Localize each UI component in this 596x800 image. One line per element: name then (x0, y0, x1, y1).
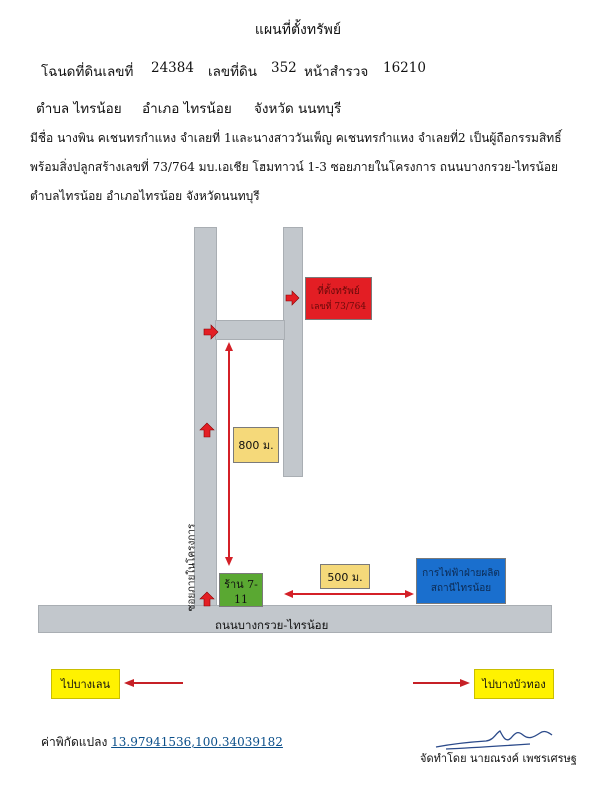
arrow-left-icon (124, 679, 183, 687)
route-arrow-right-1 (204, 325, 218, 339)
coordinate-readout (41, 733, 283, 752)
coordinate-link[interactable]: 13.97941536,100.34039182 (111, 735, 283, 749)
distance-vertical-label: 800 ม. (233, 427, 279, 463)
map-title: แผนที่ตั้งทรัพย์ (254, 22, 342, 38)
route-arrow-up-2 (200, 423, 214, 437)
distance-horizontal-arrow (284, 590, 414, 598)
tambon: ตำบล ไทรน้อย (36, 101, 122, 117)
coordinate-label: ค่าพิกัดแปลง (41, 735, 108, 749)
survey-label: หน้าสำรวจ (304, 64, 369, 80)
deed-number: 24384 (151, 60, 194, 76)
main-road-label: ถนนบางกรวย-ไทรน้อย (215, 618, 329, 632)
description-line-1: มีชื่อ นางพิน คเชนทรกำแหง จำเลยที่ 1และนางสาววันเพ็ญ คเชนทรกำแหง จำเลยที่2 เป็นผู้ถือกรรมสิทธิ์ (30, 131, 562, 145)
amphoe: อำเภอ ไทรน้อย (142, 101, 232, 117)
description-line-3: ตำบลไทรน้อย อำเภอไทรน้อย จังหวัดนนทบุรี (30, 189, 260, 203)
deed-label: โฉนดที่ดินเลขที่ (41, 64, 134, 80)
power-station-label: การไฟฟ้าฝ่ายผลิต (422, 568, 500, 579)
property-number: เลขที่ 73/764 (310, 302, 367, 312)
province: จังหวัด นนทบุรี (254, 101, 342, 117)
description-line-2: พร้อมสิ่งปลูกสร้างเลขที่ 73/764 มบ.เอเชีย โฮมทาวน์ 1-3 ซอยภายในโครงการ ถนนบางกรวย-ไทรน้อย (30, 160, 559, 174)
destination-bang-len[interactable]: ไปบางเลน (51, 669, 120, 699)
store-7-11[interactable]: ร้าน 7-11 (219, 573, 263, 607)
arrow-right-icon (413, 679, 470, 687)
prepared-by: จัดทำโดย นายณรงค์ เพชรเศรษฐ (420, 752, 577, 765)
route-arrow-up-1 (200, 592, 214, 606)
distance-horizontal-label: 500 ม. (320, 564, 370, 589)
soi-label: ซอยภายในโครงการ (186, 523, 198, 612)
land-label: เลขที่ดิน (208, 64, 258, 80)
destination-bang-bua-thong[interactable]: ไปบางบัวทอง (474, 669, 554, 699)
power-station-sublabel: สถานีไทรน้อย (430, 583, 492, 594)
route-arrow-right-2 (286, 291, 299, 305)
survey-number: 16210 (383, 60, 426, 76)
distance-vertical-arrow (225, 342, 233, 566)
signature (436, 731, 552, 749)
property-label: ที่ตั้งทรัพย์ (317, 286, 360, 297)
land-number: 352 (271, 60, 297, 76)
